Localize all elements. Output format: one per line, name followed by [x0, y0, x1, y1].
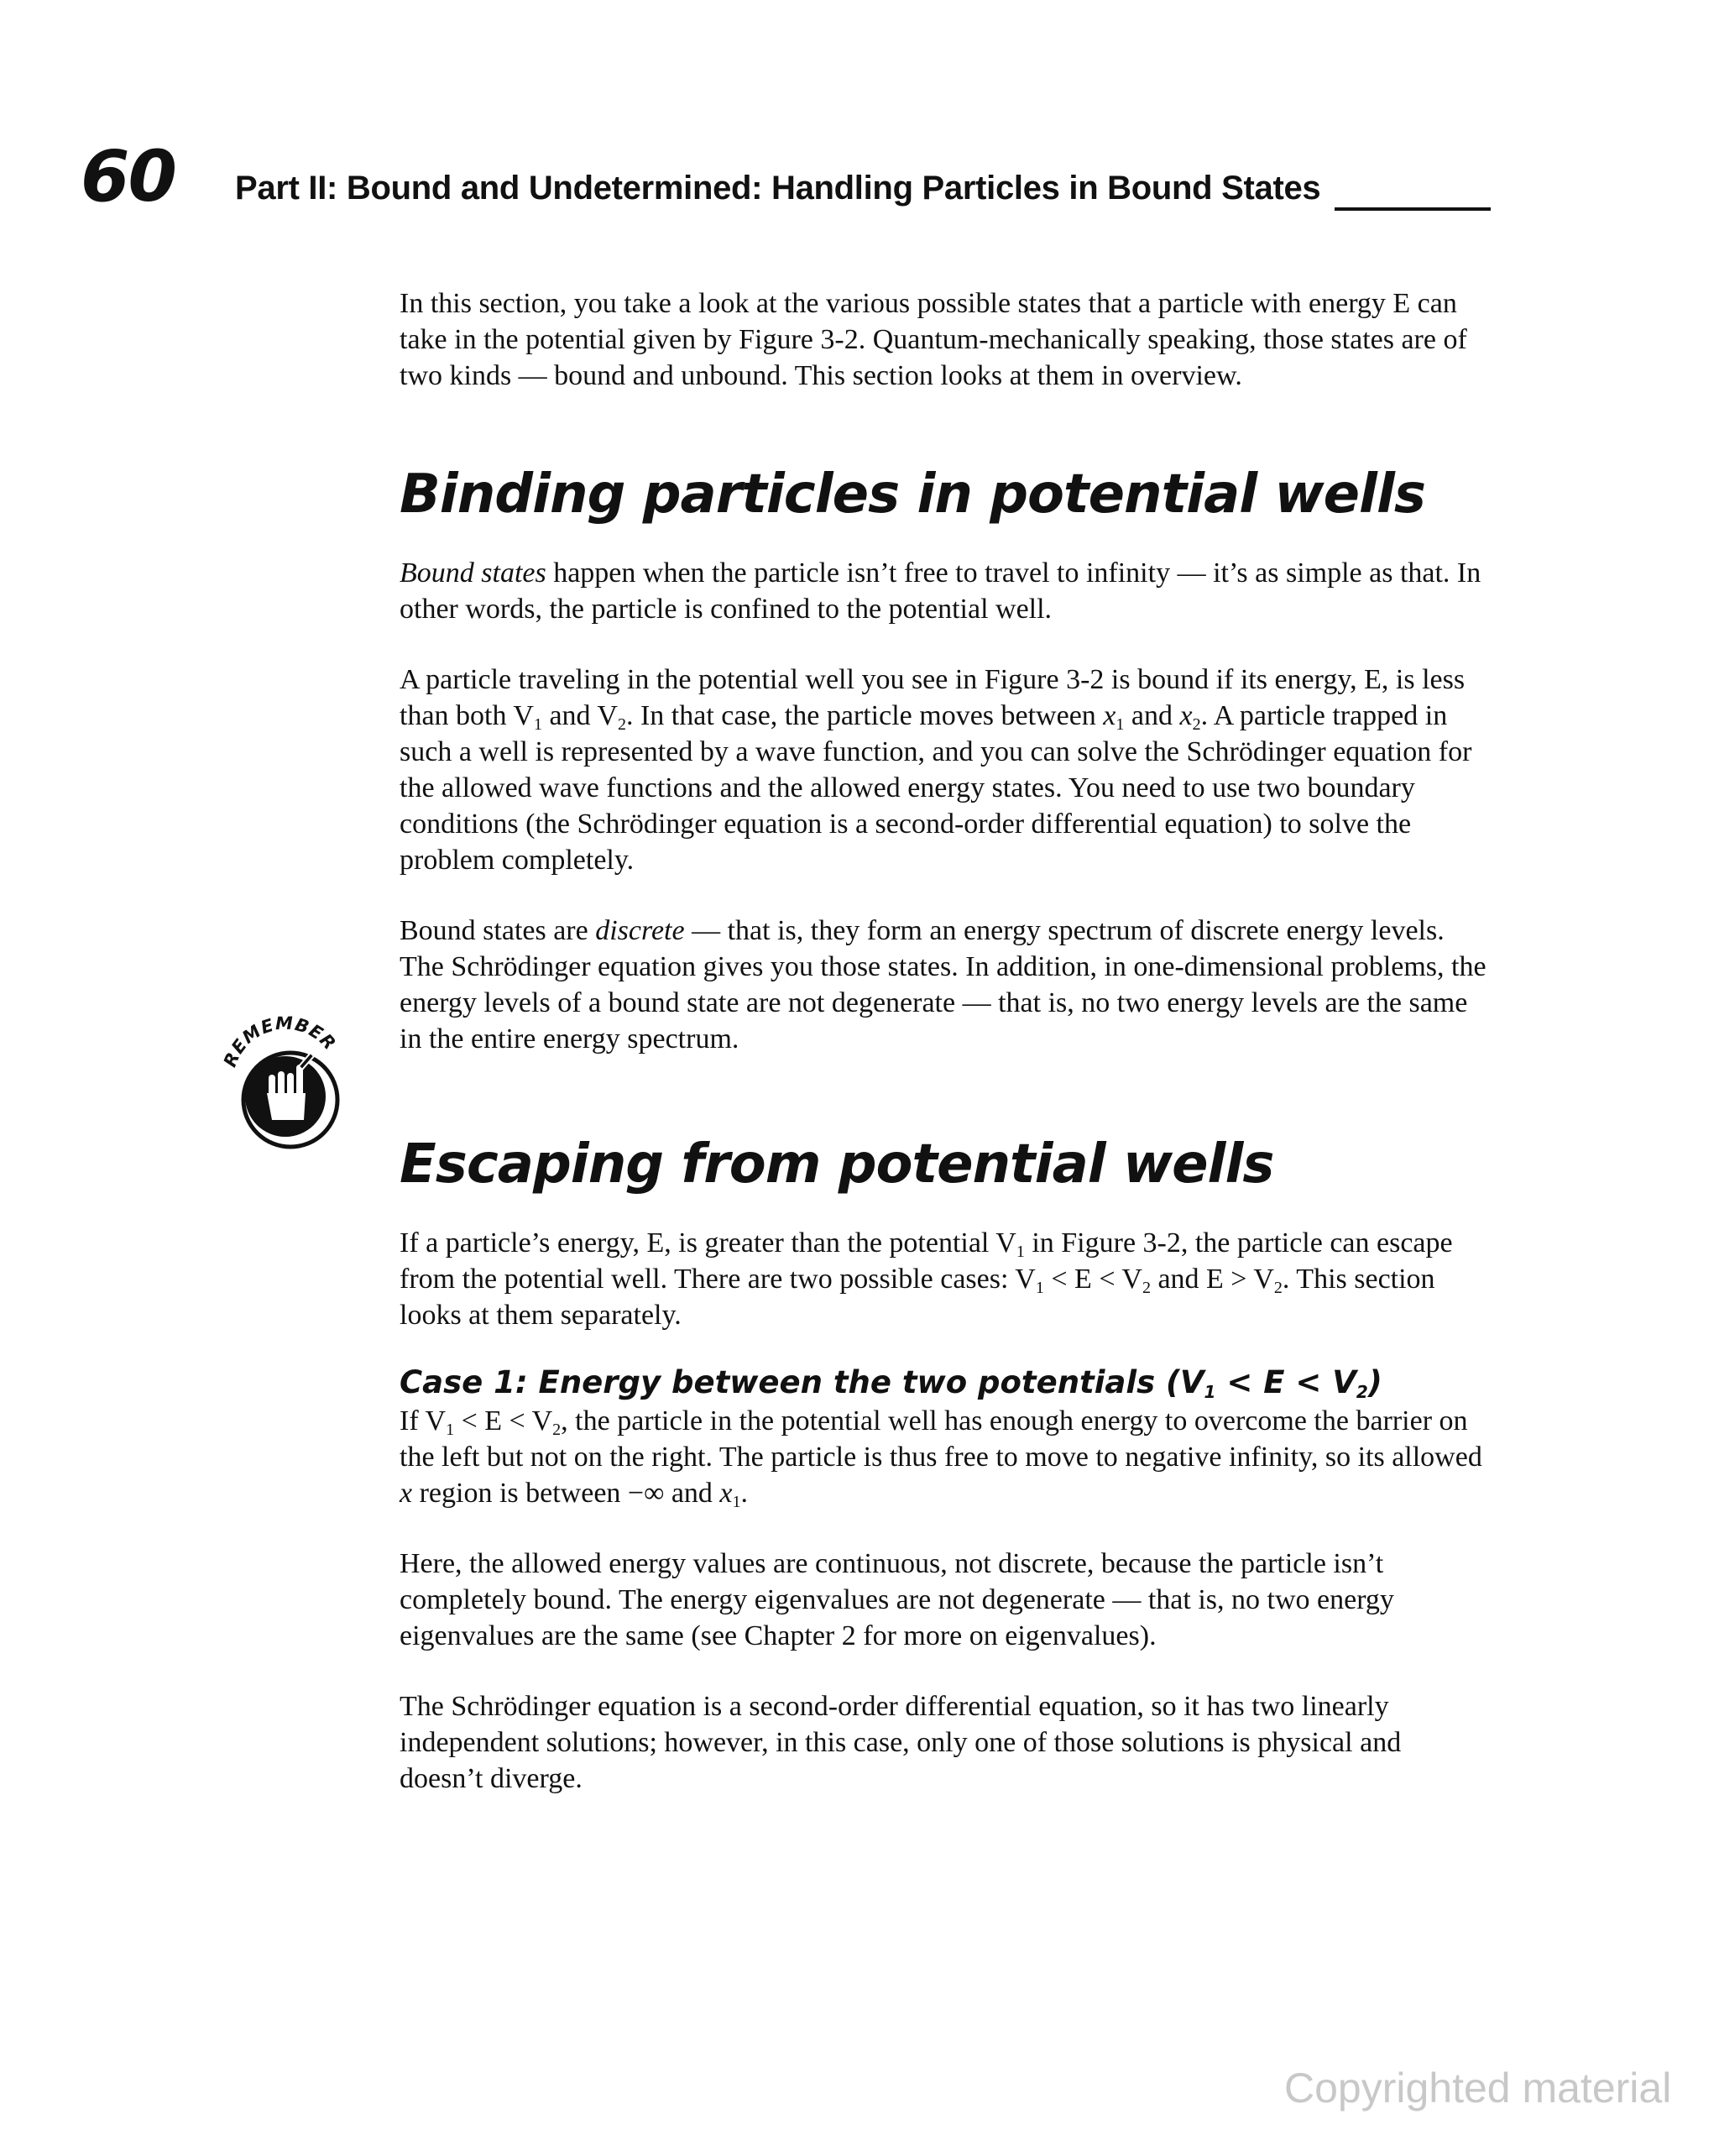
escape-intro-paragraph — [400, 1225, 1491, 1333]
subscript: 1 — [1116, 715, 1125, 734]
text-run: Case 1: Energy between the two potentials (V — [400, 1364, 1204, 1400]
math-variable: x — [1103, 700, 1116, 731]
math-variable: x — [400, 1478, 413, 1509]
subscript: 1 — [1035, 1279, 1044, 1297]
subscript: 2 — [1142, 1279, 1151, 1297]
term-bound-states: Bound states — [400, 557, 546, 589]
text-run: . A particle trapped in such a well is represented by a wave function, and you can solve the Schrödinger equation for the allowed wave functions and the allowed energy states. You need to use two boundary conditions (the Schrödinger equation is a second-order differential equation) to solve the problem completely. — [400, 700, 1472, 876]
text-run: Bound states are — [400, 915, 596, 946]
text-run: ) — [1367, 1364, 1382, 1400]
remember-paragraph — [400, 913, 1491, 1057]
subscript: 2 — [552, 1421, 562, 1439]
particle-well-paragraph — [400, 662, 1491, 878]
subscript: 2 — [617, 715, 626, 734]
text-run: < E < V — [454, 1405, 553, 1436]
body-text — [400, 285, 1491, 1797]
subscript: 1 — [446, 1421, 455, 1439]
subscript: 1 — [1016, 1243, 1025, 1261]
case1-paragraph: If $V_1 < E < V_2$, the particle in the potential well has enough energy to overcome the barrier on the left but not on the right. The particle is thus free to move to negative infinity, so its allowed x region is between −∞ and $x_1$. — [400, 1405, 1482, 1511]
continuous-energy-paragraph: Here, the allowed energy values are continuous, not discrete, because the particle isn’t completely bound. The energy eigenvalues are not degenerate — that is, no two energy eigenvalues are the same (see Chapter 2 for more on eigenvalues). — [400, 1548, 1394, 1651]
bound-states-paragraph — [400, 555, 1491, 627]
running-head: Part II: Bound and Undetermined: Handling Particles in Bound States — [235, 170, 1321, 207]
section-heading-binding: Binding particles in potential wells — [400, 463, 1425, 526]
text-run: A particle traveling in the potential well you see in Figure 3-2 is bound if its energy, E, is less than both V — [400, 664, 1466, 731]
text-run: and V — [541, 700, 618, 731]
text-run: — that is, they form an energy spectrum of discrete energy levels. The Schrödinger equation gives you those states. In addition, in one-dimensional problems, the energy levels of a bound state are not degenerate — that is, no two energy levels are the same in the entire energy spectrum. — [400, 915, 1486, 1054]
subscript: 2 — [1356, 1382, 1368, 1402]
subscript: 1 — [732, 1493, 741, 1511]
text-run: region is between −∞ and — [412, 1478, 720, 1509]
svg-text:REMEMBER: REMEMBER — [219, 1013, 341, 1070]
solutions-paragraph: The Schrödinger equation is a second-order differential equation, so it has two linearly independent solutions; however, in this case, only one of those solutions is physical and doesn’t diverge. — [400, 1691, 1402, 1794]
subscript: 2 — [1273, 1279, 1283, 1297]
header-rule — [1335, 207, 1491, 211]
text-run: , the particle in the potential well has enough energy to overcome the barrier on the left but not on the right. The particle is thus free to move to negative infinity, so its allowed — [400, 1405, 1482, 1473]
term-discrete: discrete — [595, 915, 685, 946]
text-run: and — [1124, 700, 1180, 731]
subscript: 1 — [1204, 1382, 1216, 1402]
text-run: < E < V — [1043, 1264, 1142, 1295]
text-run: happen when the particle isn’t free to travel to infinity — it’s as simple as that. In other words, the particle is confined to the potential well. — [400, 557, 1481, 625]
copyright-watermark: Copyrighted material — [1284, 2064, 1672, 2112]
text-run: and E > V — [1150, 1264, 1274, 1295]
subscript: 1 — [533, 715, 542, 734]
page-number: 60 — [81, 135, 175, 217]
text-run: . This section looks at them separately. — [400, 1264, 1435, 1331]
text-run: If a particle’s energy, E, is greater than the potential V — [400, 1227, 1016, 1259]
subscript: 2 — [1192, 715, 1201, 734]
text-run: If V — [400, 1405, 447, 1436]
math-variable: x — [719, 1478, 733, 1509]
case1-heading — [400, 1364, 1491, 1402]
intro-paragraph: In this section, you take a look at the various possible states that a particle with energy E can take in the potential given by Figure 3-2. Quantum-mechanically speaking, those states are of two kinds — bound and unbound. This section looks at them in overview. — [400, 288, 1467, 391]
math-variable: x — [1179, 700, 1193, 731]
section-heading-escaping: Escaping from potential wells — [400, 1133, 1274, 1196]
remember-icon — [201, 997, 369, 1165]
text-run: < E < V — [1215, 1364, 1356, 1400]
text-run: in Figure 3-2, the particle can escape from the potential well. There are two possible cases: V — [400, 1227, 1453, 1295]
text-run: . In that case, the particle moves between — [625, 700, 1104, 731]
